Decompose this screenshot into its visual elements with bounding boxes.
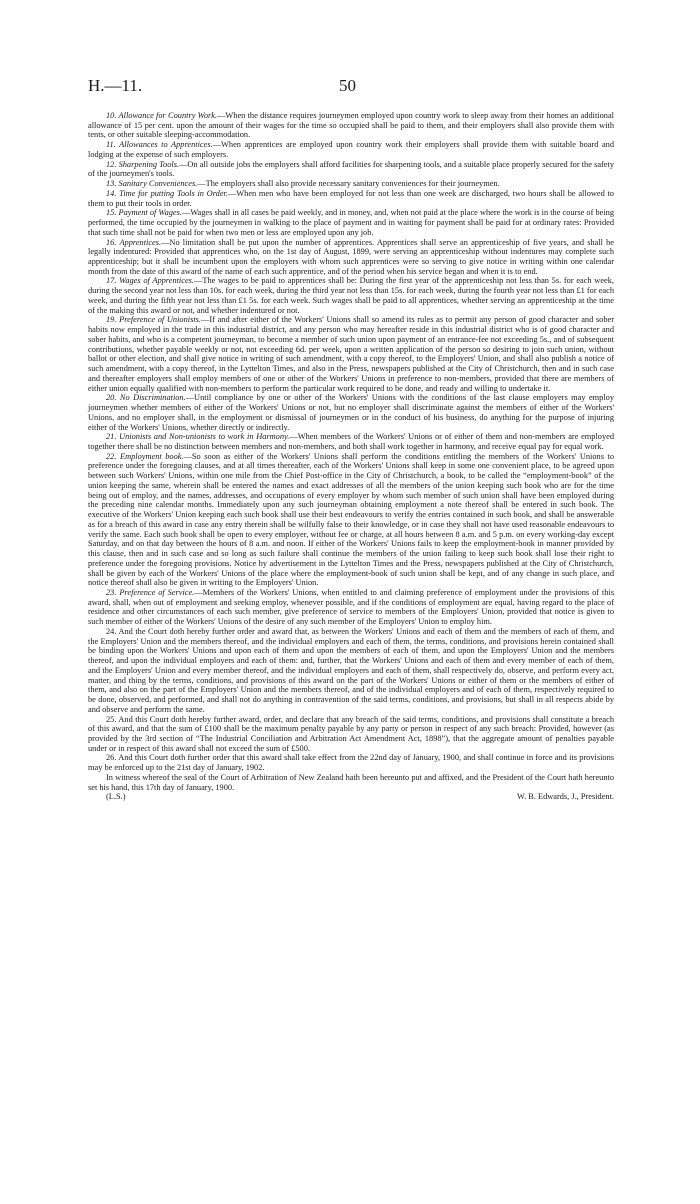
clause-text: —The wages to be paid to apprentices shall be: During the first year of the apprenticeship not less than 5s. for each week, during the second year not less than 10s. for each week, during the third year not less than 15s. for each week, during the fourth year not less than £1 for each week, and during the fifth year not less than £1 5s. for each week. Such wages shall be paid to all apprentices, whether serving an apprenticeship at the time of the making this award or not, and whether indentured or not. — [88, 276, 614, 315]
clause-title: 12. Sharpening Tools. — [106, 159, 180, 169]
clause-title: 10. Allowance for Country Work. — [106, 111, 218, 120]
clause-title: 17. Wages of Apprentices. — [106, 276, 194, 286]
clause-title: 20. No Discrimination. — [106, 393, 186, 403]
clause — [88, 315, 614, 393]
clause-title: 11. Allowances to Apprentices. — [106, 140, 213, 150]
clause-text: —When the distance requires journeymen employed upon country work to sleep away from their homes an additional allowance of 15 per cent. upon the amount of their wages for the time so occupied shall be paid to them, and their employers shall also provide them with tents, or other suitable sleeping-accommodation. — [88, 111, 614, 140]
clause-title: 23. Preference of Service. — [106, 587, 195, 597]
document-reference: H.—11. — [88, 76, 143, 95]
clause-title: 14. Time for putting Tools in Order. — [106, 188, 228, 198]
clause-text: —When men who have been employed for not less than one week are discharged, two hours shall be allowed to them to put their tools in order. — [88, 188, 614, 208]
clause — [88, 208, 614, 237]
clause — [88, 452, 614, 588]
clause-text: —Members of the Workers' Unions, when entitled to and claiming preference of employment under the provisions of this award, shall, when out of employment and seeking employ, whenever possible, and if the conditions of employment are equal, having regard to the place of residence and other circumstances of each such member, give preference of service to members of the Employers' Union, provided that notice is given to such member of either of the Workers' Unions of the desire of any such member of the Employers' Union to employ him. — [88, 587, 614, 627]
signer-name: W. B. Edwards, J., President. — [516, 792, 614, 802]
clause-title: 22. Employment book. — [106, 451, 184, 461]
clause-text: —On all outside jobs the employers shall afford facilities for sharpening tools, and a suitable place properly secured for the safety of the journeymen's tools. — [88, 159, 614, 179]
clause — [88, 140, 614, 159]
clause-title: 15. Payment of Wages. — [106, 208, 182, 218]
clause — [88, 432, 614, 451]
clause-text: —The employers shall also provide necessary sanitary conveniences for their journeymen. — [197, 179, 500, 189]
clause-text: —If and after either of the Workers' Unions shall so amend its rules as to permit any person of good character and sober habits now employed in the trade in this industrial district, and any person who may hereafter reside in this industrial district who is of good character and sober habits, and who is a competent journeyman, to become a member of such union upon payment of an entrance-fee not exceeding 5s., and of subsequent contributions, whether payable weekly or not, not exceeding 6d. per week, upon a written application of the person so desiring to join such union, without ballot or other election, and shall give notice in writing of such amendment, with a copy thereof, to the Employers' Union, and shall also publish a notice of such amendment, with a copy thereof, in the Lyttelton Times, and also in the Press, newspapers published at the City of Christchurch, then and in such case and thereafter employers shall employ members of one or other of the Workers' Unions in preference to non-members, provided that there are members of either union equally qualified with non-members to perform the particular work required to be done, and ready and willing to undertake it. — [88, 315, 614, 393]
clause-text: —So soon as either of the Workers' Unions shall perform the conditions entitling the members of the Workers' Unions to preference under the foregoing clauses, and at all times thereafter, each of the Workers' Unions shall keep in some one convenient place, to be agreed upon between such Workers' Unions, within one mile from the Chief Post-office in the City of Christchurch, a book, to be called the “employment-book” of the union keeping the same, wherein shall be entered the names and exact addresses of all the members of the union keeping such book who are for the time being out of employ, and the names, addresses, and occupations of every employer by whom such member of such union shall have been employed during the preceding nine calendar months. Immediately upon any such journeyman obtaining employment a note thereof shall be entered in such book. The executive of the Workers' Union keeping each such book shall use their best endeavours to verify the entries contained in such book, and shall be answerable as for a breach of this award in case any entry therein shall be wilfully false to their knowledge, or in case they shall not have used reasonable endeavours to verify the same. Each such book shall be open to every employer, without fee or charge, at all hours between 8 a.m. and 5 p.m. on every working-day except Saturday, and on that day between the hours of 8 a.m. and noon. If either of the Workers' Unions fails to keep the employment-book in manner provided by this clause, then and in such case and so long as such failure shall continue the members of the union failing to keep such book shall lose their right to preference under the foregoing provisions. Notice by advertisement in the Lyttelton Times and the Press, newspapers published at the City of Christchurch, shall be given by each of the Workers' Unions of the place where the employment-book of such union shall be kept, and of any change in such place, and notice thereof shall also be given in writing to the Employers' Union. — [88, 451, 614, 588]
clause — [88, 627, 614, 715]
clause-text: —Until compliance by one or other of the Workers' Unions with the conditions of the last clause employers may employ journeymen whether members of either of the Workers' Unions or not, but no employer shall discriminate against the members of either of the Workers' Unions, and no employer shall, in the employment or dismissal of journeymen or in the conduct of his business, do anything for the purpose of injuring either of the Workers' Unions, whether directly or indirectly. — [88, 393, 615, 432]
clause — [88, 393, 614, 432]
clause-text: —When members of the Workers' Unions or of either of them and non-members are employed together there shall be no distinction between members and non-members, and both shall work together in harmony, and receive equal pay for equal work. — [88, 432, 614, 451]
clause — [88, 276, 614, 315]
document-body — [88, 111, 614, 802]
clause — [88, 160, 614, 179]
page-number: 50 — [339, 76, 356, 95]
clause-text: In witness whereof the seal of the Court of Arbitration of New Zealand hath been hereunto put and affixed, and the President of the Court hath hereunto set his hand, this 17th day of January, 1900. — [88, 772, 614, 792]
clause — [88, 715, 614, 754]
seal-mark: (L.S.) — [106, 792, 126, 802]
clause-title: 16. Apprentices. — [106, 237, 162, 247]
clause-text: —Wages shall in all cases be paid weekly, and in money, and, when not paid at the place where the work is in the course of being performed, the time occupied by the journeymen in walking to the place of payment and in waiting for payment shall be paid for at ordinary rates: Provided that such time shall not be paid for when two men or less are employed upon any job. — [88, 208, 614, 237]
clause-text: 26. And this Court doth further order that this award shall take effect from the 22nd day of January, 1900, and shall continue in force and its provisions may be enforced up to the 21st day of January, 1902. — [88, 753, 614, 773]
clause — [88, 179, 614, 189]
clause-title: 19. Preference of Unionists. — [106, 315, 201, 325]
clause-text: —When apprentices are employed upon country work their employers shall provide them with suitable board and lodging at the expense of such employers. — [88, 140, 614, 159]
clause-title: 21. Unionists and Non-unionists to work in Harmony. — [106, 432, 290, 442]
clause-title: 13. Sanitary Conveniences. — [106, 179, 198, 189]
clause-text: 24. And the Court doth hereby further order and award that, as between the Workers' Unions and each of them and the members of each of them, and the Employers' Union and the members thereof, and the individual employers and each of them, the terms, conditions, and provisions herein contained shall be binding upon the Workers' Unions and upon each of them and upon the members of each of them, and upon the Employers' Union and the members thereof, and upon the individual employers and each of them: and, further, that the Workers' Unions and each of them and every member of each of them, and the Employers' Union and every member thereof, and the individual employers and each of them, shall respectively do, observe, and perform every act, matter, and thing by the terms, conditions, and provisions of this award on the part of the Workers' Unions or either of them or the members of either of them, and also on the part of the Employers' Union and the members thereof, and of the individual employers and of each of them, respectively required to be done, observed, and performed, and shall not do anything in contravention of the said terms, conditions, and provisions, but shall in all respects abide by and observe and perform the same. — [88, 626, 614, 714]
clause — [88, 111, 614, 140]
clause — [88, 238, 614, 277]
witness-clause — [88, 773, 614, 792]
clause — [88, 189, 614, 208]
clause-text: 25. And this Court doth hereby further award, order, and declare that any breach of the said terms, conditions, and provisions shall constitute a breach of this award, and that the sum of £100 shall be the maximum penalty payable by any party or person in respect of any such breach: Provided, however (as provided by the 3rd section of “The Industrial Conciliation and Arbitration Act Amendment Act, 1898”), that the aggregate amount of penalties payable under or in respect of this award shall not exceed the sum of £500. — [88, 714, 614, 753]
clause — [88, 753, 614, 772]
page-header — [0, 76, 700, 102]
clause-text: —No limitation shall be put upon the number of apprentices. Apprentices shall serve an apprenticeship of five years, and shall be legally indentured: Provided that apprentices who, on the 1st day of August, 1899, were serving an apprenticeship without indentures may complete such apprenticeship; but it shall be incumbent upon the employers with whom such apprentices were so serving to give notice in writing within one calendar month from the date of this award of the name of each such apprentice, and of the period when his service began and when it is to end. — [88, 237, 615, 276]
clause — [88, 588, 614, 627]
signature-block — [88, 792, 614, 802]
